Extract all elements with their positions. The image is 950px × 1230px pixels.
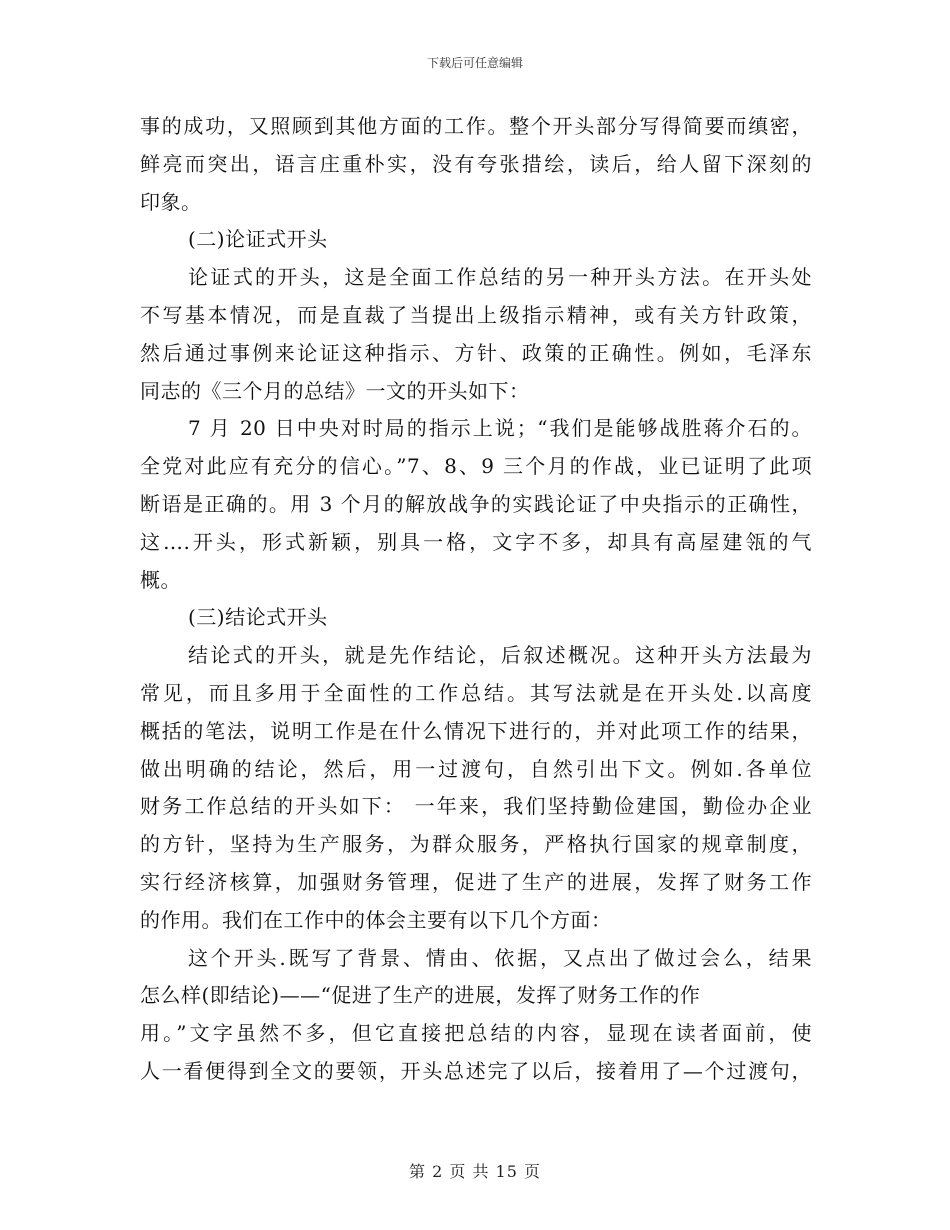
text-line: 然后通过事例来论证这种指示、方针、政策的正确性。例如，毛泽东 xyxy=(140,340,812,365)
text-line: 同志的《三个月的总结》一文的开头如下： xyxy=(140,378,530,403)
text-line: 论证式的开头，这是全面工作总结的另一种开头方法。在开头处 xyxy=(188,265,812,290)
text-line: 财务工作总结的开头如下： 一年来，我们坚持勤俭建国，勤俭办企业 xyxy=(140,794,812,819)
text-line: 用。”文字虽然不多，但它直接把总结的内容，显现在读者面前，使 xyxy=(140,1021,812,1046)
text-line: 概括的笔法，说明工作是在什么情况下进行的，并对此项工作的结果， xyxy=(140,718,812,743)
text-line: 常见，而且多用于全面性的工作总结。其写法就是在开头处.以高度 xyxy=(140,680,812,705)
text-line: 实行经济核算，加强财务管理，促进了生产的进展，发挥了财务工作 xyxy=(140,869,812,894)
text-line: 的作用。我们在工作中的体会主要有以下几个方面： xyxy=(140,907,612,932)
text-line: 怎么样(即结论)——“促进了生产的进展，发挥了财务工作的作 xyxy=(140,983,701,1008)
page-number-footer: 第 2 页 共 15 页 xyxy=(409,1162,541,1181)
text-line: 鲜亮而突出，语言庄重朴实，没有夸张措绘，读后，给人留下深刻的 xyxy=(140,151,812,176)
text-line: 7 月 20 日中央对时局的指示上说；“我们是能够战胜蒋介石的。 xyxy=(188,416,812,441)
text-line: 全党对此应有充分的信心。”7、8、9 三个月的作战，业已证明了此项 xyxy=(140,454,812,479)
text-line: 这….开头，形式新颖，别具一格，文字不多，却具有高屋建瓴的气 xyxy=(140,529,812,554)
text-line: (三)结论式开头 xyxy=(188,605,328,630)
text-line: 这个开头.既写了背景、情由、依据，又点出了做过会么，结果 xyxy=(188,945,812,970)
text-line: 结论式的开头，就是先作结论，后叙述概况。这种开头方法最为 xyxy=(188,643,812,668)
text-line: 的方针，坚持为生产服务，为群众服务，严格执行国家的规章制度， xyxy=(140,832,812,857)
page-header-note: 下载后可任意编辑 xyxy=(426,56,523,70)
text-line: 印象。 xyxy=(140,189,202,214)
text-line: 做出明确的结论，然后，用一过渡句，自然引出下文。例如.各单位 xyxy=(140,756,812,781)
text-line: 人一看便得到全文的要领，开头总述完了以后，接着用了—个过渡句， xyxy=(140,1058,812,1083)
text-line: 事的成功，又照顾到其他方面的工作。整个开头部分写得简要而缜密， xyxy=(140,114,812,138)
document-body xyxy=(140,108,812,1091)
text-line: 不写基本情况，而是直裁了当提出上级指示精神，或有关方针政策， xyxy=(140,302,812,327)
text-line: (二)论证式开头 xyxy=(188,227,328,252)
text-line: 断语是正确的。用 3 个月的解放战争的实践论证了中央指示的正确性， xyxy=(140,491,812,516)
text-line: 概。 xyxy=(140,567,181,592)
